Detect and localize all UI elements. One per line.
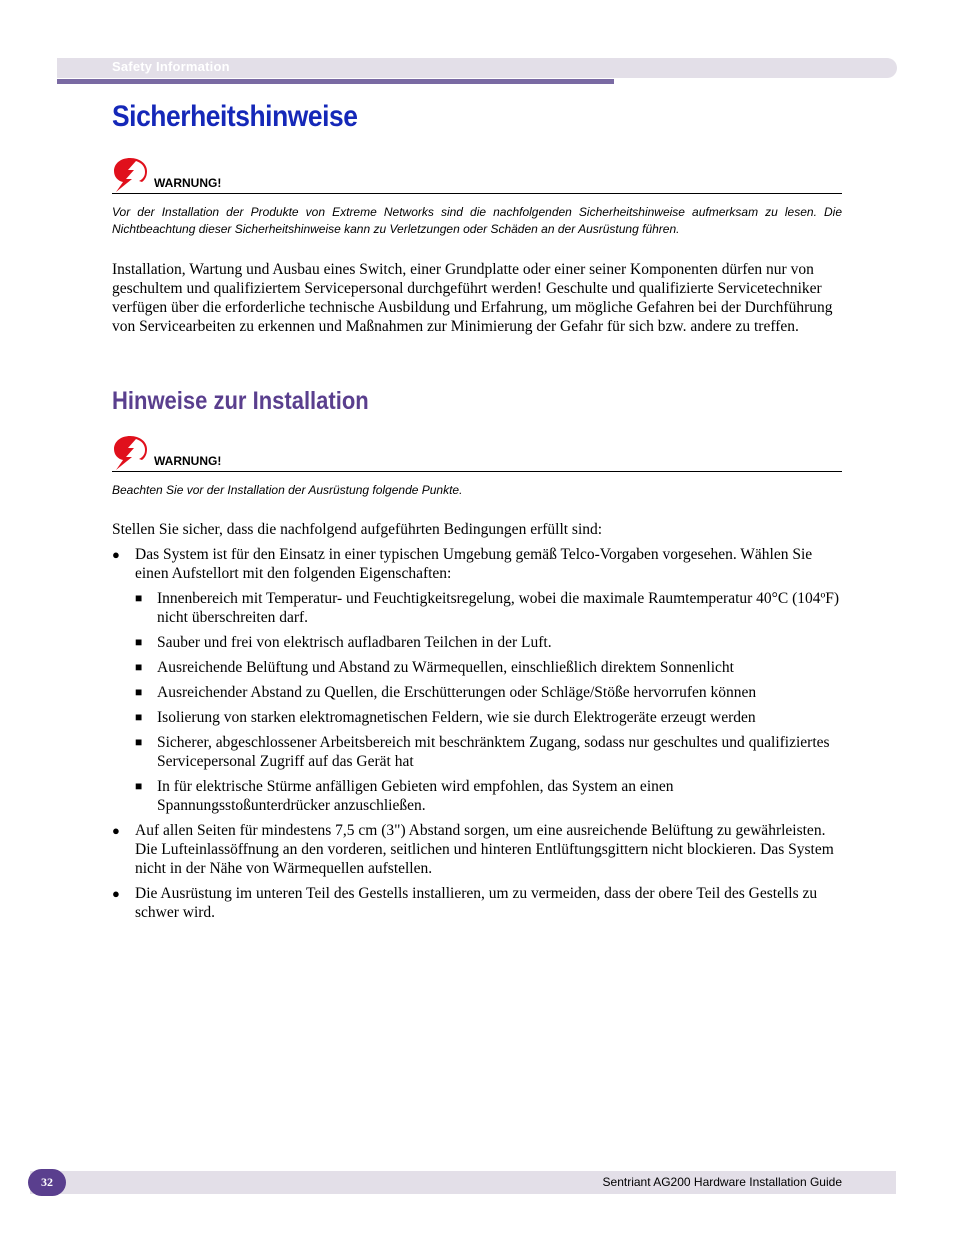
intro-paragraph: Installation, Wartung und Ausbau eines Switch, einer Grundplatte oder einer seiner Komponenten dürfen nur von geschultem und qualifiziertem Servicepersonal durchgeführt werden! Geschulte und qualifizierte Servicetechniker verfügen über die erforderliche technische Ausbildung und Erfahrung, um mögliche Gefahren bei der Durchführung von Servicearbeiten zu erkennen und Maßnahmen zur Minimierung der Gefahr für sich bzw. andere zu treffen. [112,261,833,335]
sub-list-item-text: Sauber und frei von elektrisch aufladbaren Teilchen in der Luft. [157,634,552,651]
list-item [112,821,842,878]
sub-list-item [135,633,842,652]
footer-doc-title: Sentriant AG200 Hardware Installation Guide [602,1175,842,1189]
running-header: Safety Information [112,59,230,74]
lightning-bolt-warning-icon [112,435,148,471]
page-number: 32 [28,1169,66,1196]
page-title: Sicherheitshinweise [112,100,358,133]
sub-list-item-text: Sicherer, abgeschlossener Arbeitsbereich mit beschränktem Zugang, sodass nur geschultes und qualifiziertes Servicepersonal Zugriff auf das Gerät hat [157,734,830,770]
conditions-intro: Stellen Sie sicher, dass die nachfolgend aufgeführten Bedingungen erfüllt sind: [112,521,603,538]
square-bullet-icon: ■ [135,591,143,605]
square-bullet-icon: ■ [135,779,143,793]
sub-list-item [135,733,842,771]
sub-list-item [135,658,842,677]
sub-list-item-text: Innenbereich mit Temperatur- und Feuchtigkeitsregelung, wobei die maximale Raumtemperatur 40°C (104ºF) nicht überschreiten darf. [157,590,840,626]
section-title: Hinweise zur Installation [112,387,369,415]
square-bullet-icon: ■ [135,735,143,749]
square-bullet-icon: ■ [135,710,143,724]
square-bullet-icon: ■ [135,660,143,674]
sub-list-item-text: In für elektrische Stürme anfälligen Gebieten wird empfohlen, das System an einen Spannungsstoßunterdrücker anzuschließen. [157,778,674,814]
sub-list-item [135,589,842,627]
sub-list-item [135,708,842,727]
sub-list-item-text: Ausreichende Belüftung und Abstand zu Wärmequellen, einschließlich direktem Sonnenlicht [157,659,734,676]
warning-text: Beachten Sie vor der Installation der Ausrüstung folgende Punkte. [112,483,463,497]
warning-label: WARNUNG! [154,176,222,190]
lightning-bolt-warning-icon [112,157,148,193]
list-item-text: Die Ausrüstung im unteren Teil des Gestells installieren, um zu vermeiden, dass der obere Teil des Gestells zu schwer wird. [135,885,818,921]
sub-list-item-text: Isolierung von starken elektromagnetischen Feldern, wie sie durch Elektrogeräte erzeugt werden [157,709,756,726]
list-item [112,545,842,815]
list-item [112,884,842,922]
conditions-list [112,545,842,928]
square-bullet-icon: ■ [135,635,143,649]
warning-label: WARNUNG! [154,454,222,468]
list-item-text: Das System ist für den Einsatz in einer typischen Umgebung gemäß Telco-Vorgaben vorgesehen. Wählen Sie einen Aufstellort mit den folgenden Eigenschaften: [135,546,813,582]
list-item-text: Auf allen Seiten für mindestens 7,5 cm (3") Abstand sorgen, um eine ausreichende Belüftung zu gewährleisten. Die Lufteinlassöffnung an den vorderen, seitlichen und hinteren Entlüftungsgittern nicht blockieren. Das System nicht in der Nähe von Wärmequellen aufstellen. [135,822,834,877]
sub-list-item-text: Ausreichender Abstand zu Quellen, die Erschütterungen oder Schläge/Stöße hervorrufen können [157,684,757,701]
sub-list [135,589,842,815]
bullet-icon: ● [112,547,120,562]
warning-text: Vor der Installation der Produkte von Extreme Networks sind die nachfolgenden Sicherheitshinweise aufmerksam zu lesen. Die Nichtbeachtung dieser Sicherheitshinweise kann zu Verletzungen oder Schäden an der Ausrüstung führen. [112,205,842,236]
sub-list-item [135,683,842,702]
warning-rule [112,471,842,472]
sub-list-item [135,777,842,815]
square-bullet-icon: ■ [135,685,143,699]
bullet-icon: ● [112,886,120,901]
header-rule [57,79,614,84]
warning-rule [112,193,842,194]
bullet-icon: ● [112,823,120,838]
